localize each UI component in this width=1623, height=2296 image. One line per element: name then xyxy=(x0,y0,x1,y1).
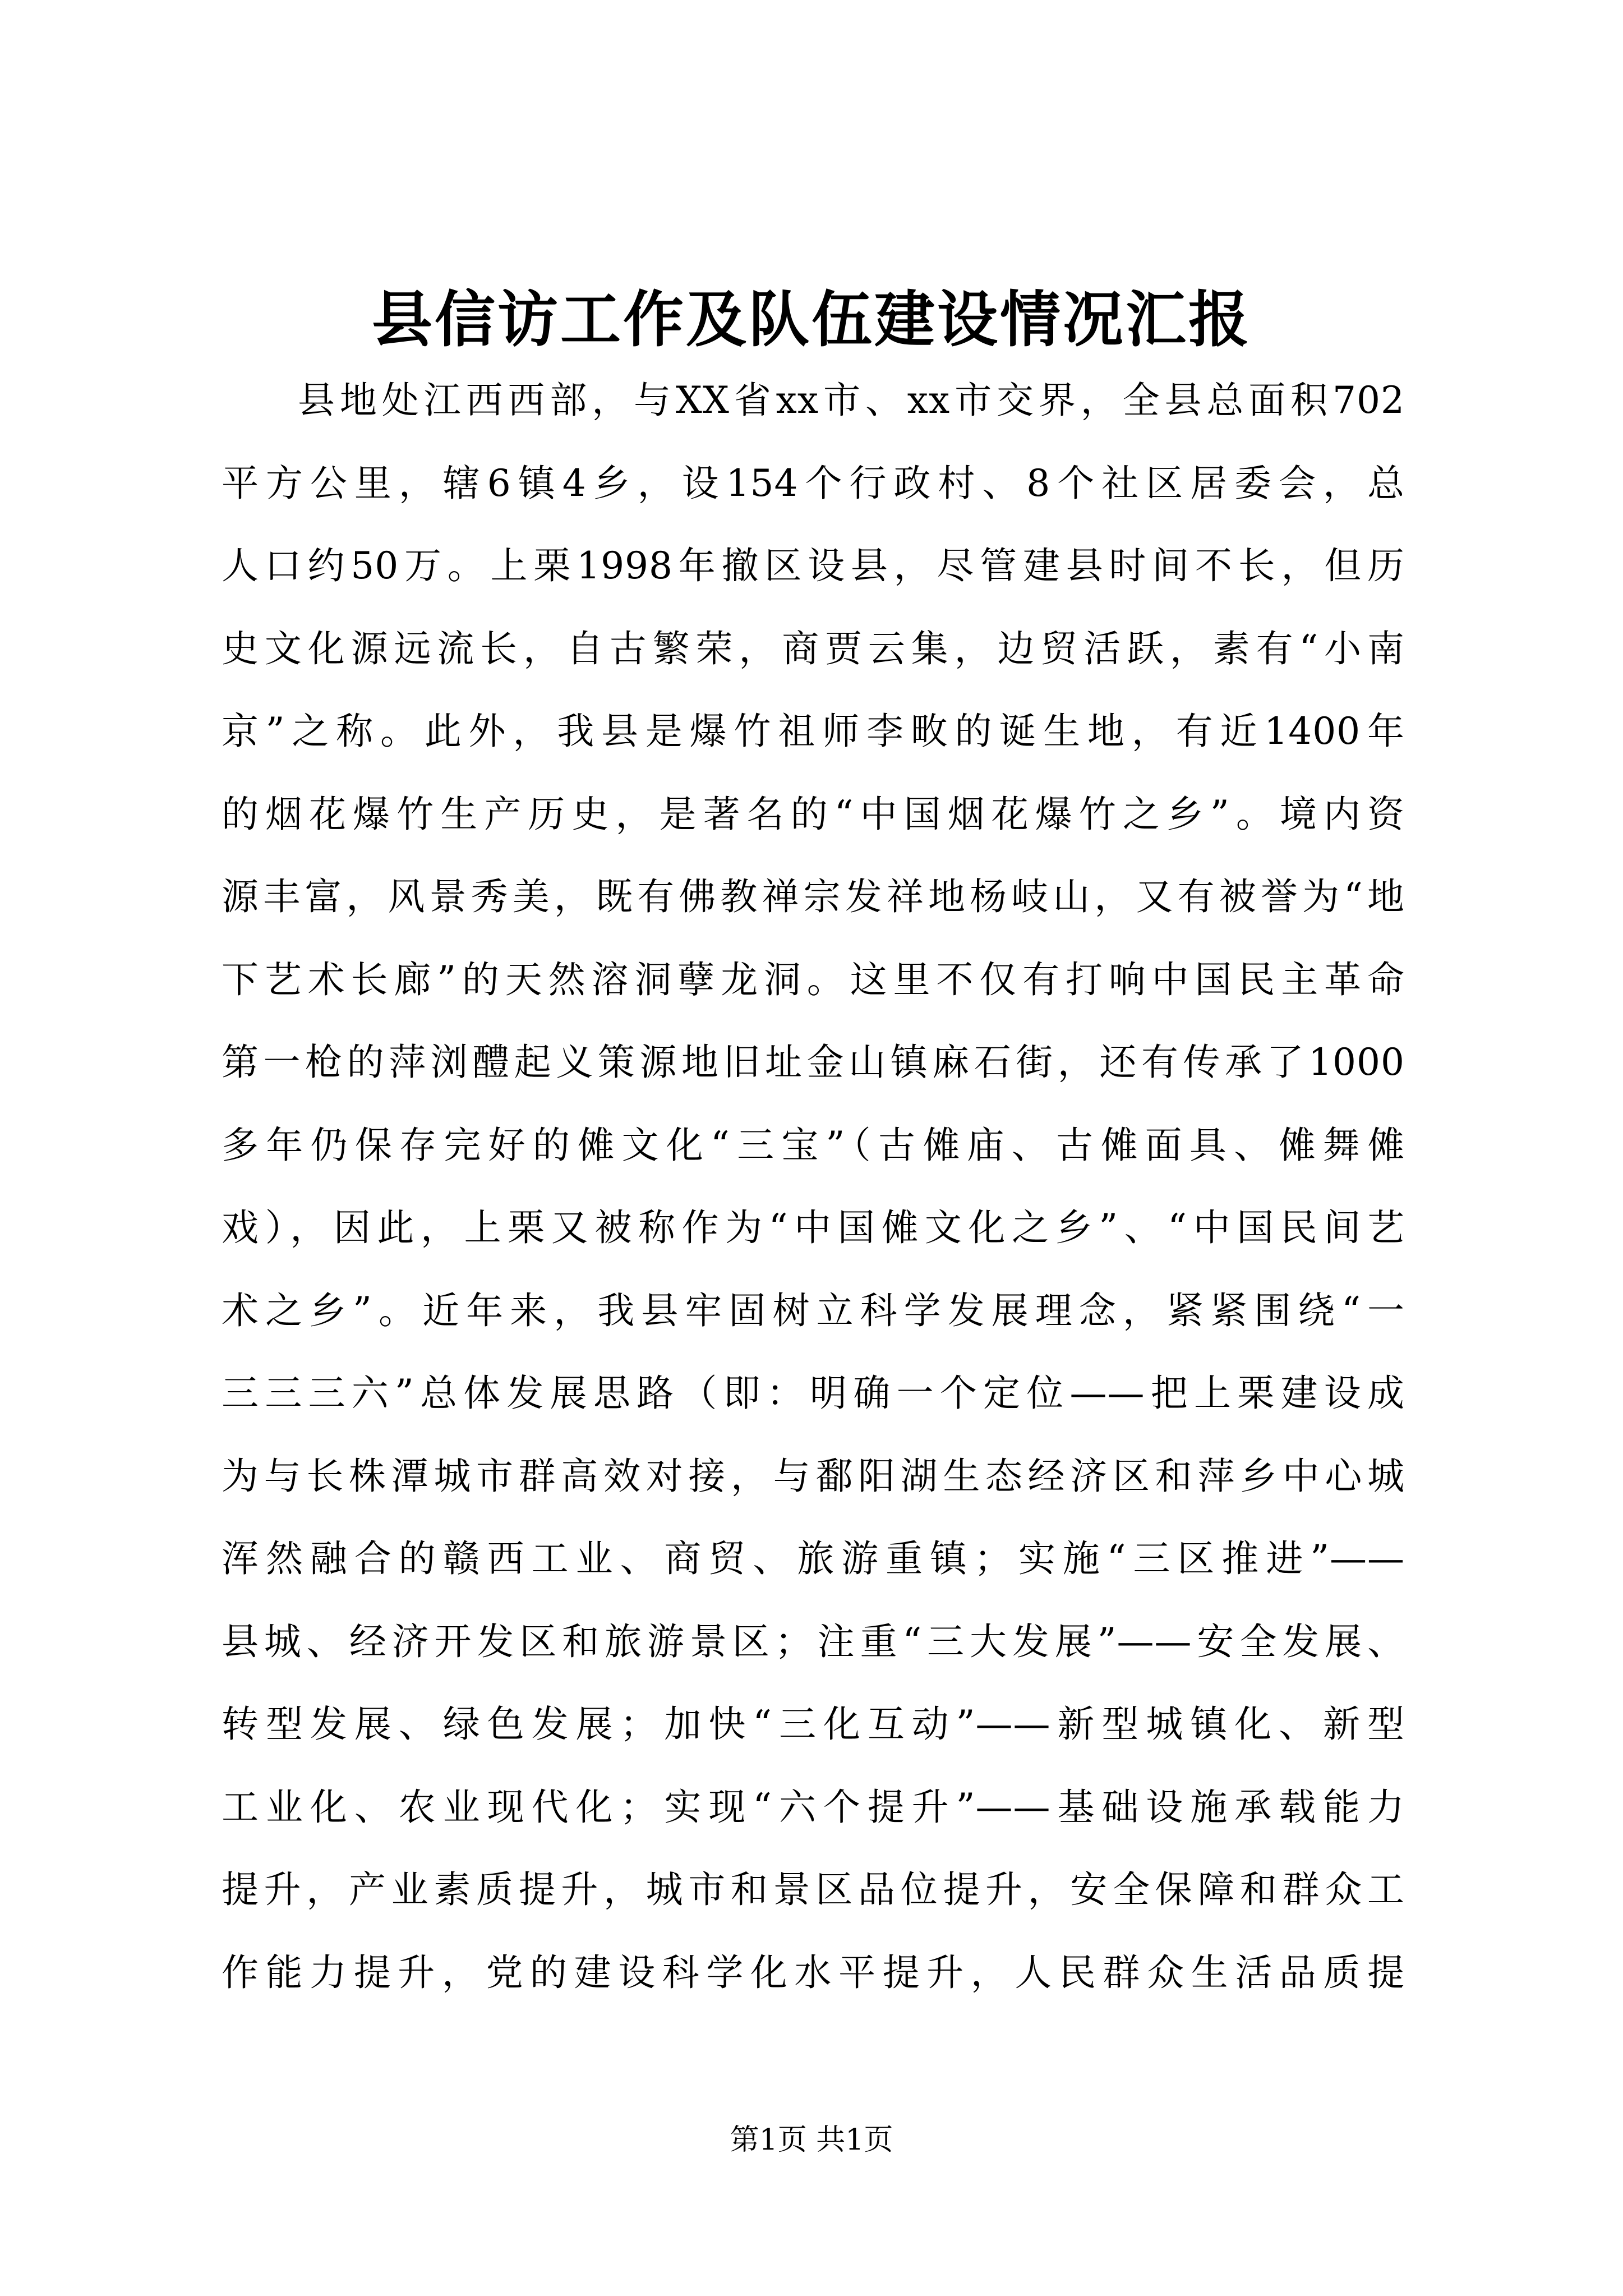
body-paragraph xyxy=(222,359,1405,2014)
paragraph-line: 转型发展、绿色发展；加快“三化互动”——新型城镇化、新型 xyxy=(222,1703,1405,1746)
paragraph-line: 县地处江西西部，与XX省xx市、xx市交界，全县总面积702 xyxy=(298,379,1405,422)
paragraph-line: 的烟花爆竹生产历史，是著名的“中国烟花爆竹之乡”。境内资 xyxy=(222,792,1405,836)
paragraph-line: 工业化、农业现代化；实现“六个提升”——基础设施承载能力 xyxy=(222,1785,1405,1829)
paragraph-line: 京”之称。此外，我县是爆竹祖师李畋的诞生地，有近1400年 xyxy=(222,710,1405,753)
paragraph-line: 县城、经济开发区和旅游景区；注重“三大发展”——安全发展、 xyxy=(222,1619,1405,1663)
paragraph-line: 术之乡”。近年来，我县牢固树立科学发展理念，紧紧围绕“一 xyxy=(222,1289,1405,1332)
paragraph-line: 下艺术长廊”的天然溶洞孽龙洞。这里不仅有打响中国民主革命 xyxy=(222,958,1405,1001)
paragraph-line: 平方公里，辖6镇4乡，设154个行政村、8个社区居委会，总 xyxy=(222,461,1405,505)
paragraph-line: 浑然融合的赣西工业、商贸、旅游重镇；实施“三区推进”—— xyxy=(222,1537,1405,1580)
paragraph-line: 作能力提升，党的建设科学化水平提升，人民群众生活品质提 xyxy=(222,1950,1405,1994)
paragraph-line: 多年仍保存完好的傩文化“三宝”（古傩庙、古傩面具、傩舞傩 xyxy=(222,1123,1405,1167)
paragraph-line: 人口约50万。上栗1998年撤区设县，尽管建县时间不长，但历 xyxy=(222,544,1405,587)
page-footer: 第1页 共1页 xyxy=(730,2123,893,2157)
paragraph-line: 戏），因此，上栗又被称作为“中国傩文化之乡”、“中国民间艺 xyxy=(222,1206,1405,1249)
paragraph-line: 为与长株潭城市群高效对接，与鄱阳湖生态经济区和萍乡中心城 xyxy=(222,1454,1405,1498)
paragraph-line: 三三三六”总体发展思路（即：明确一个定位——把上栗建设成 xyxy=(222,1372,1405,1415)
page-title: 县信访工作及队伍建设情况汇报 xyxy=(371,284,1251,355)
paragraph-line: 史文化源远流长，自古繁荣，商贾云集，边贸活跃，素有“小南 xyxy=(222,627,1405,670)
paragraph-line: 第一枪的萍浏醴起义策源地旧址金山镇麻石街，还有传承了1000 xyxy=(222,1041,1405,1084)
paragraph-line: 源丰富，风景秀美，既有佛教禅宗发祥地杨岐山，又有被誉为“地 xyxy=(222,875,1405,918)
paragraph-line: 提升，产业素质提升，城市和景区品位提升，安全保障和群众工 xyxy=(222,1868,1405,1911)
